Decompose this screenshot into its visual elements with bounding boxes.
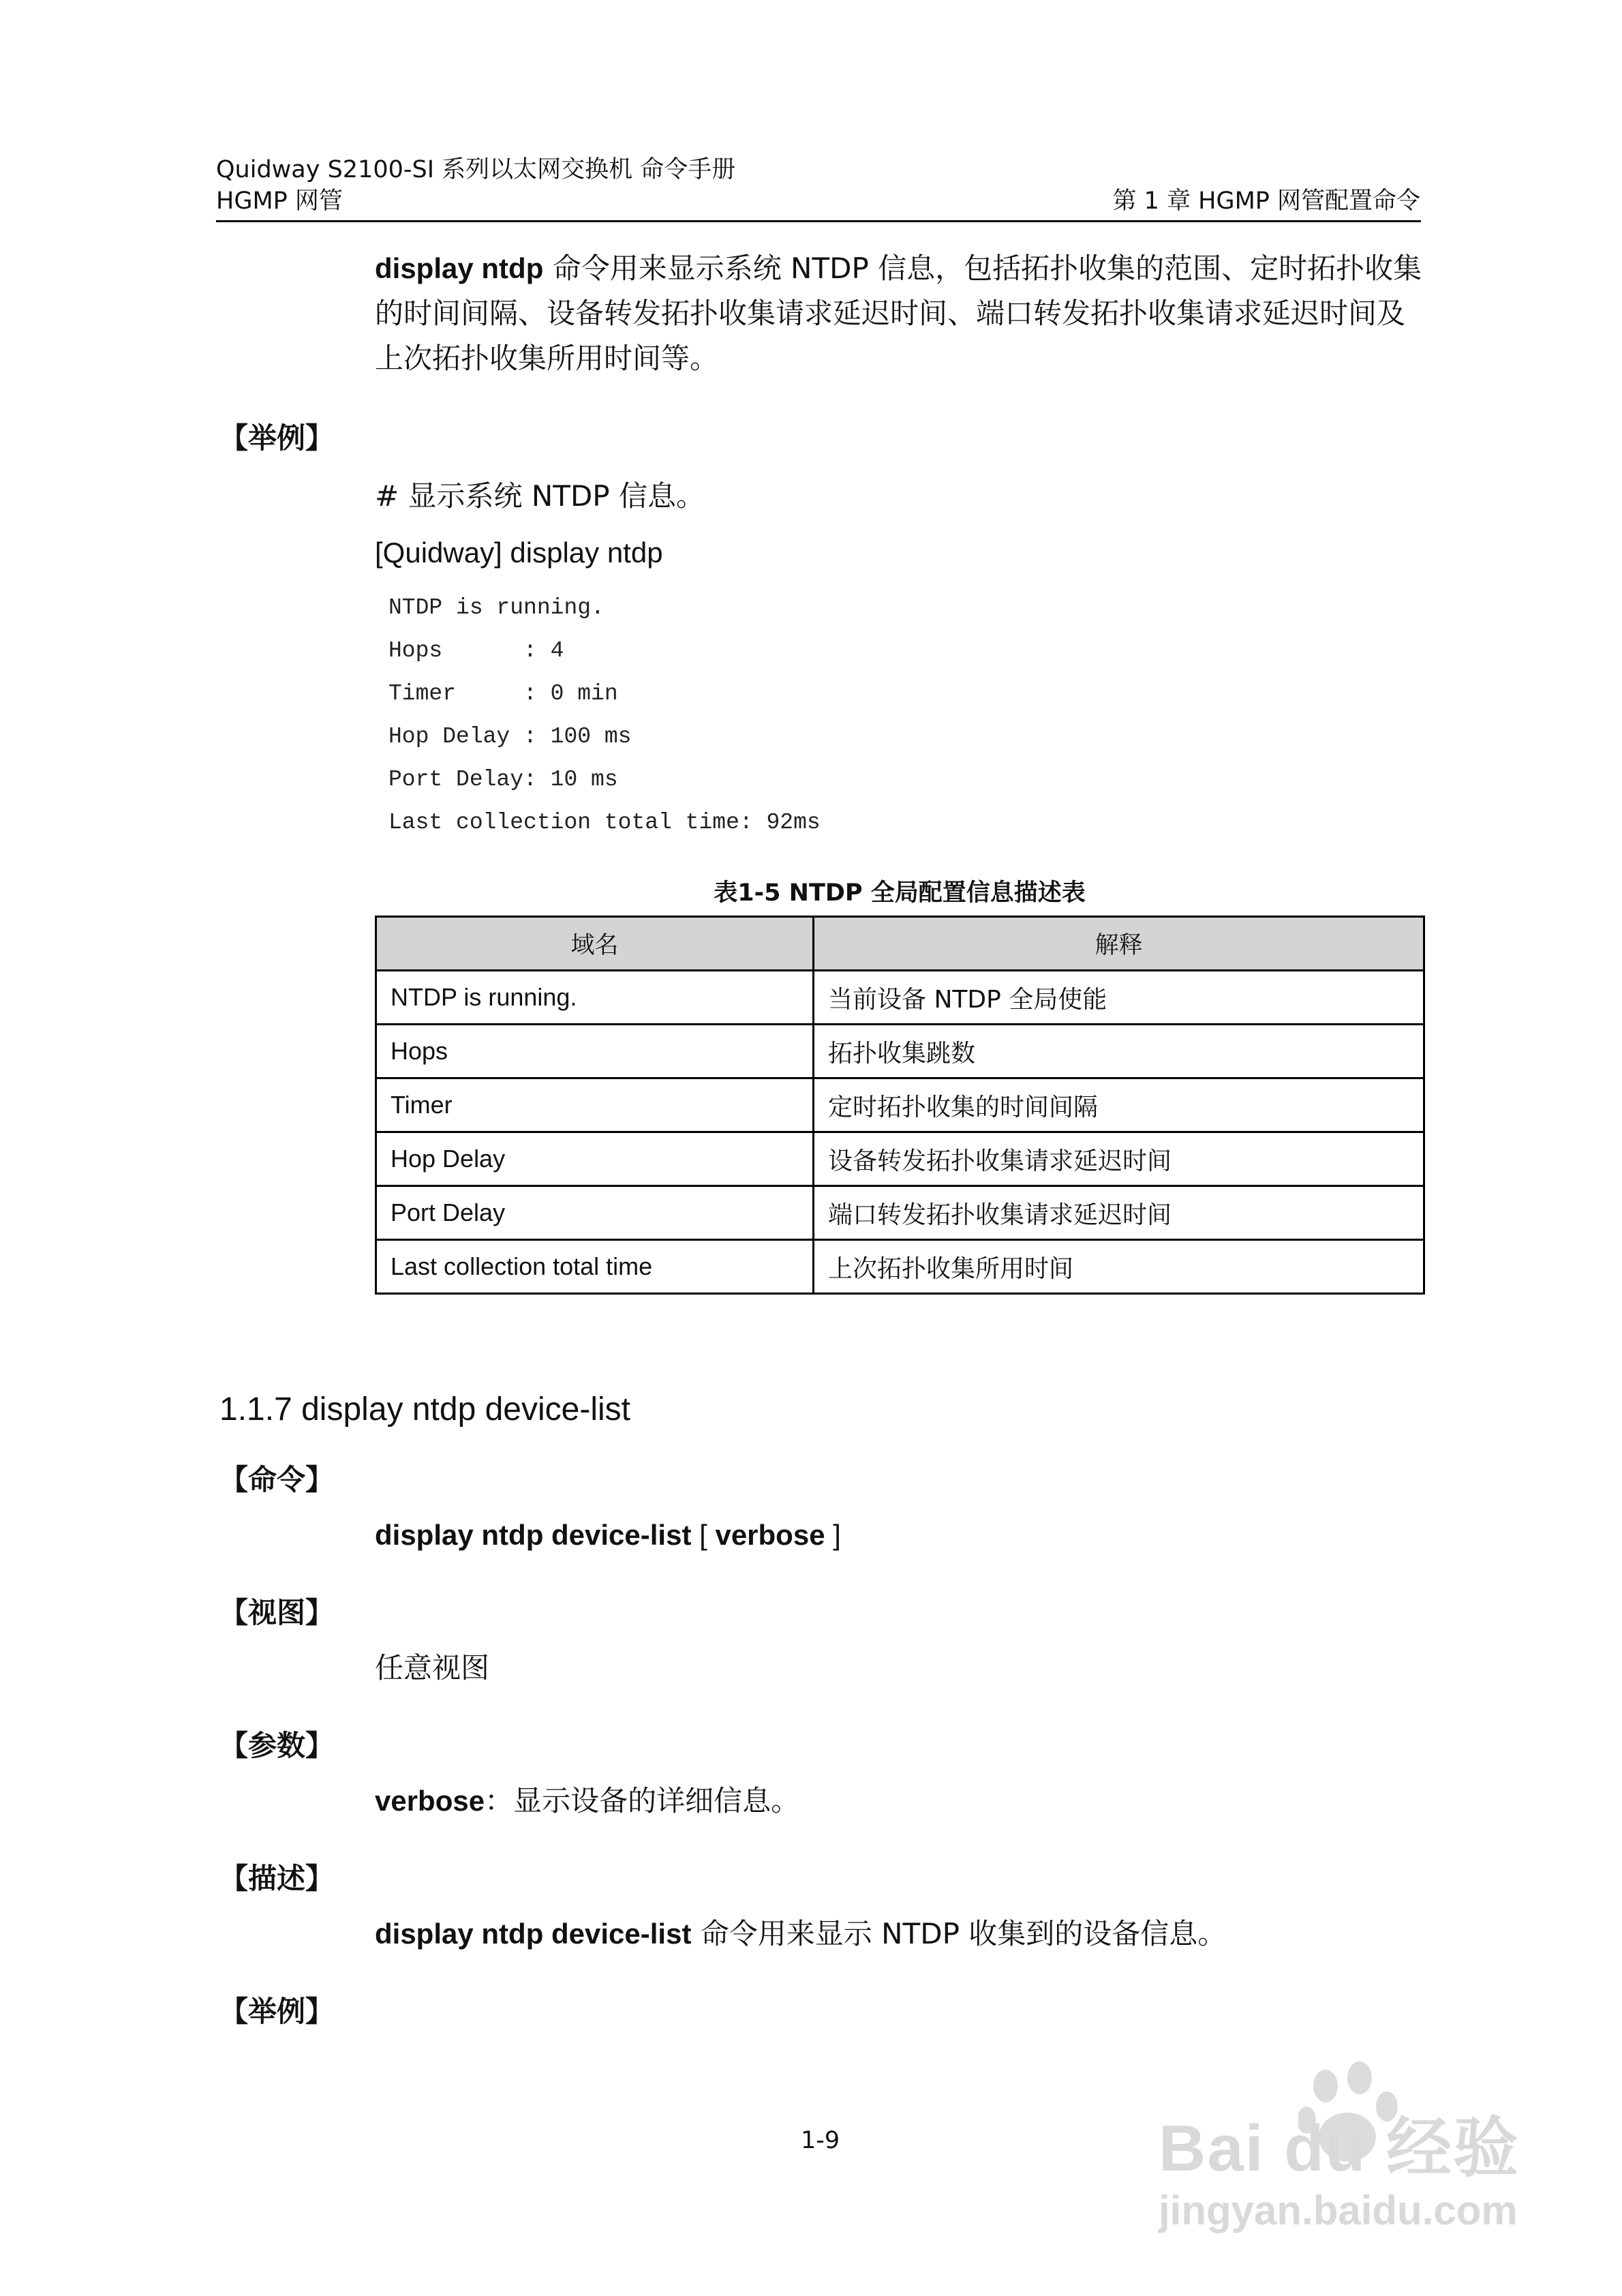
param-text: verbose：显示设备的详细信息。 [375,1784,800,1817]
output-line: Last collection total time: 92ms [388,810,821,835]
command-syntax: display ntdp device-list [ verbose ] [375,1519,841,1551]
field-desc-cell: 端口转发拓扑收集请求延迟时间 [814,1186,1424,1240]
view-heading: 【视图】 [219,1596,335,1629]
header-rule [216,220,1421,222]
output-line: Hop Delay : 100 ms [388,724,632,749]
page-number: 1-9 [801,2127,840,2154]
table-caption: 表1-5 NTDP 全局配置信息描述表 [714,879,1086,907]
table-row [376,1078,1424,1132]
table-header-row [376,917,1424,971]
column-header: 域名 [376,917,814,971]
output-line: Port Delay: 10 ms [388,767,618,792]
view-text: 任意视图 [375,1651,490,1685]
table-row [376,1240,1424,1294]
watermark-url: jingyan.baidu.com [1159,2188,1518,2233]
table-row [376,1186,1424,1240]
field-desc-cell: 设备转发拓扑收集请求延迟时间 [814,1132,1424,1186]
field-desc-cell: 上次拓扑收集所用时间 [814,1240,1424,1294]
desc-text: display ntdp device-list 命令用来显示 NTDP 收集到的设备信息。 [375,1917,1227,1950]
field-name-cell: Hop Delay [376,1132,814,1186]
field-desc-cell: 拓扑收集跳数 [814,1025,1424,1078]
field-name-cell: Hops [376,1025,814,1078]
example-heading: 【举例】 [219,421,335,455]
field-name-cell: Last collection total time [376,1240,814,1294]
example-comment: # 显示系统 NTDP 信息。 [375,479,705,513]
table-row [376,1132,1424,1186]
field-name-cell: Port Delay [376,1186,814,1240]
table-row [376,971,1424,1025]
example-prompt: [Quidway] display ntdp [375,537,663,569]
chapter-left: HGMP 网管 [216,187,343,215]
output-line: NTDP is running. [388,595,605,620]
doc-title: Quidway S2100-SI 系列以太网交换机 命令手册 [216,156,736,183]
field-desc-cell: 定时拓扑收集的时间间隔 [814,1078,1424,1132]
ntdp-info-table [375,916,1425,1295]
intro-paragraph: display ntdp 命令用来显示系统 NTDP 信息，包括拓扑收集的范围、定时拓扑收集 的时间间隔、设备转发拓扑收集请求延迟时间、端口转发拓扑收集请求延迟时间及 上次拓扑收集所用时间等。 [375,252,1422,375]
field-name-cell: NTDP is running. [376,971,814,1025]
field-name-cell: Timer [376,1078,814,1132]
command-heading: 【命令】 [219,1463,335,1496]
intro-command: display ntdp [375,252,544,284]
example-heading-2: 【举例】 [219,1995,335,2028]
column-header: 解释 [814,917,1424,971]
field-desc-cell: 当前设备 NTDP 全局使能 [814,971,1424,1025]
table-row [376,1025,1424,1078]
output-line: Timer : 0 min [388,681,618,706]
section-title: 1.1.7 display ntdp device-list [219,1391,630,1428]
param-heading: 【参数】 [219,1729,335,1762]
output-line: Hops : 4 [388,638,564,663]
watermark-logo: Bai du 经验 [1159,2112,1520,2185]
chapter-right: 第 1 章 HGMP 网管配置命令 [1112,187,1420,215]
desc-heading: 【描述】 [219,1862,335,1895]
